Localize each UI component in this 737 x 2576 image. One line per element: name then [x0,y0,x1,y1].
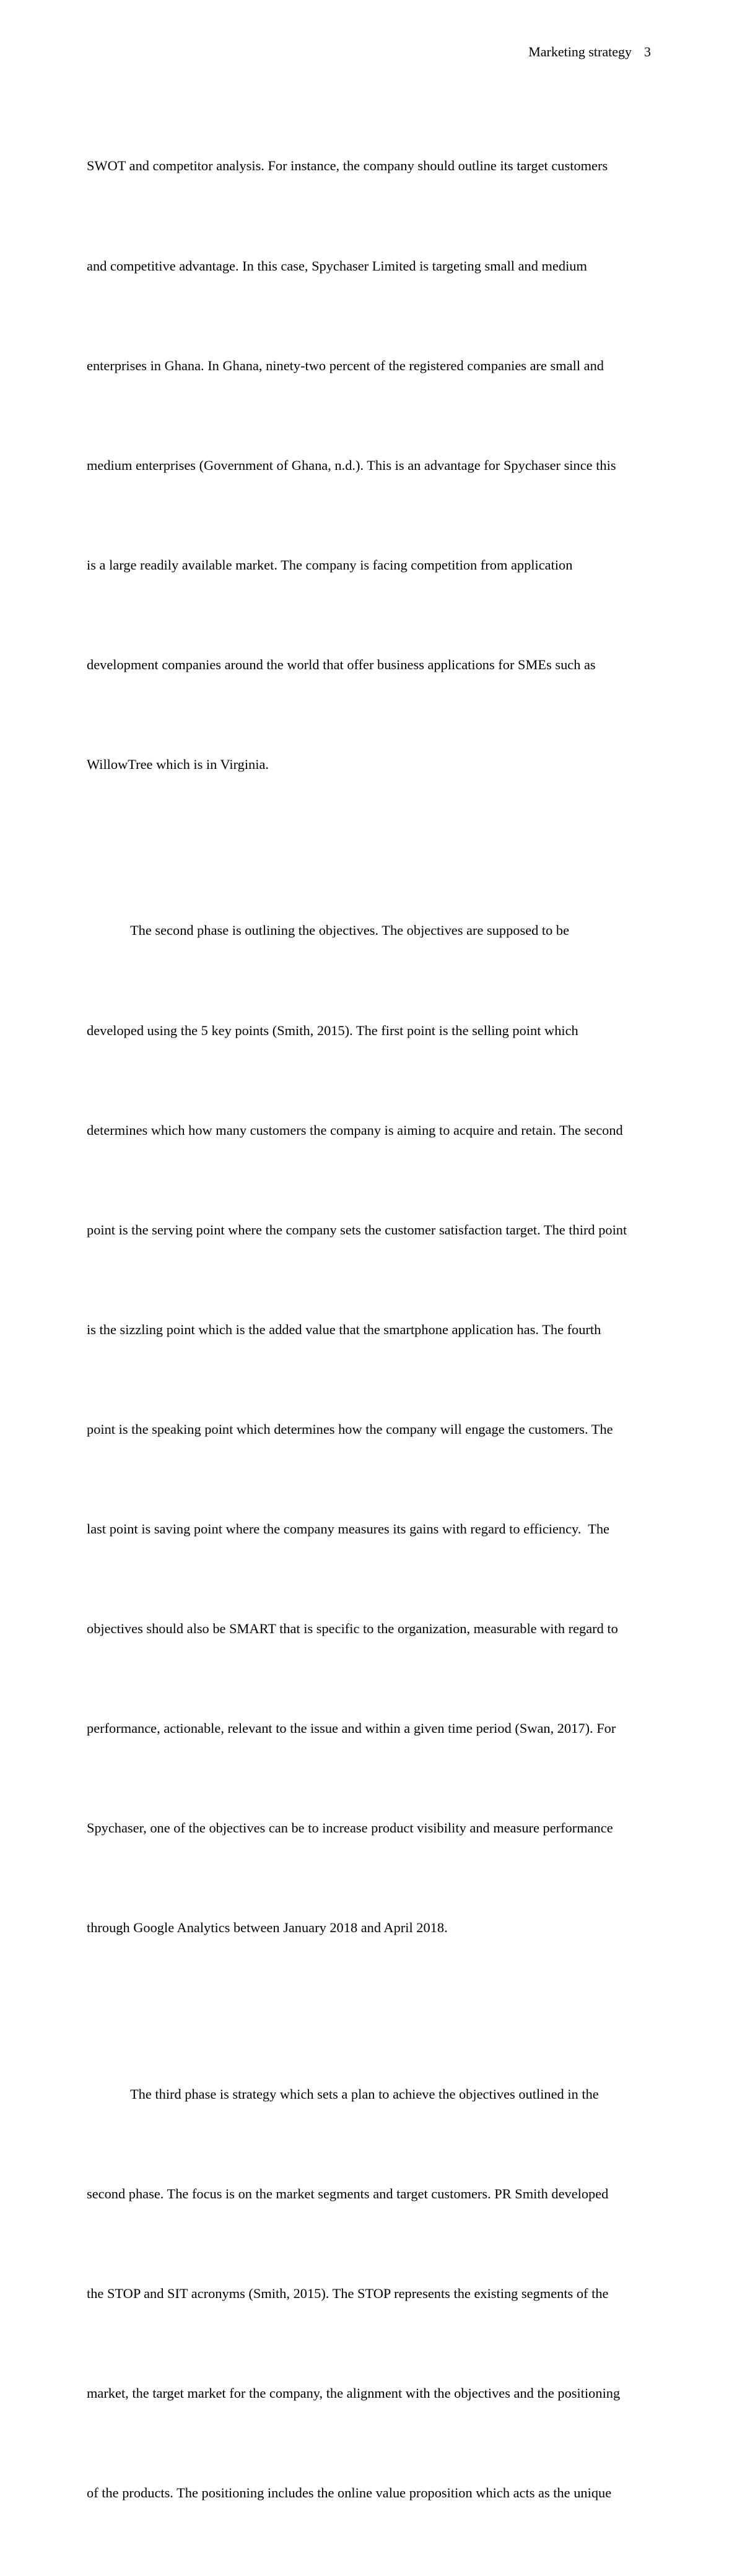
text-line: The third phase is strategy which sets a plan to achieve the objectives outlined in the [87,2078,652,2111]
text-line: and competitive advantage. In this case, Spychaser Limited is targeting small and medium [87,249,652,283]
text-line: The second phase is outlining the objectives. The objectives are supposed to be [87,914,652,947]
text-line: is the sizzling point which is the added value that the smartphone application has. The fourth [87,1313,652,1347]
paragraph-objectives [87,848,652,2011]
text-line: objectives should also be SMART that is specific to the organization, measurable with regard to [87,1612,652,1646]
text-line: enterprises in Ghana. In Ghana, ninety-two percent of the registered companies are small and [87,349,652,383]
text-line: the STOP and SIT acronyms (Smith, 2015). The STOP represents the existing segments of the [87,2277,652,2310]
running-head [528,43,651,61]
document-page [0,0,737,953]
running-title: Marketing strategy [528,44,632,59]
text-line: performance, actionable, relevant to the issue and within a given time period (Swan, 2017). For [87,1712,652,1745]
text-line: WillowTree which is in Virginia. [87,748,652,781]
text-line: Spychaser, one of the objectives can be to increase product visibility and measure performance [87,1811,652,1845]
text-line: of the products. The positioning includes the online value proposition which acts as the unique [87,2476,652,2510]
text-line: through Google Analytics between January 2018 and April 2018. [87,1911,652,1945]
text-line: is a large readily available market. The company is facing competition from application [87,549,652,582]
text-line: medium enterprises (Government of Ghana, n.d.). This is an advantage for Spychaser since this [87,449,652,482]
text-line: development companies around the world that offer business applications for SMEs such as [87,648,652,682]
text-line: SWOT and competitor analysis. For instance, the company should outline its target customers [87,149,652,183]
text-line: developed using the 5 key points (Smith, 2015). The first point is the selling point which [87,1014,652,1047]
text-line: determines which how many customers the company is aiming to acquire and retain. The second [87,1114,652,1147]
body-text [87,83,652,2576]
paragraph-swot [87,83,652,848]
text-line: point is the serving point where the company sets the customer satisfaction target. The third point [87,1213,652,1247]
text-line: second phase. The focus is on the market segments and target customers. PR Smith developed [87,2177,652,2211]
text-line: point is the speaking point which determines how the company will engage the customers. The [87,1413,652,1446]
text-line: last point is saving point where the company measures its gains with regard to efficiency. The [87,1512,652,1546]
text-line: market, the target market for the company, the alignment with the objectives and the positioning [87,2377,652,2410]
page-number: 3 [644,44,651,59]
paragraph-strategy [87,2011,652,2576]
